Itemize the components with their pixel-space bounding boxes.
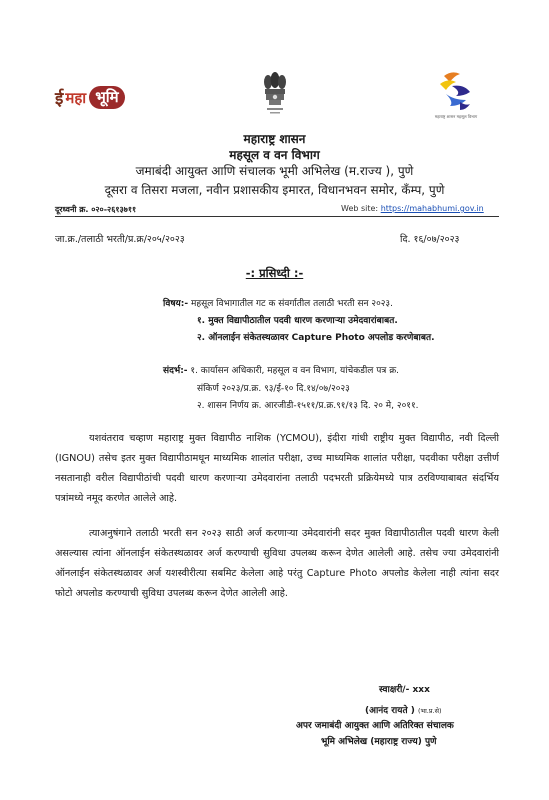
signatory-service: (भा.प्र.से): [417, 707, 442, 715]
office-name: जमाबंदी आयुक्त आणि संचालक भूमी अभिलेख (म.राज्य ), पुणे: [135, 164, 414, 178]
body-paragraph-2: त्याअनुषंगाने तलाठी भरती सन २०२३ साठी अर्ज करणाऱ्या उमेदवारांनी सदर मुक्त विद्यापीठातील पदवी धारण केली असल्यास त्यांना ऑनलाईन संकेतस्थळावर अर्ज करण्याची सुविधा उपलब्ध करून देणेत आलेली आहे. तसेच ज्या उमेदवारांनी ऑनलाईन संकेतस्थळावर अर्ज यशस्वीरीत्या सबमिट केलेला आहे परंतु Capture Photo अपलोड केलेला नाही त्यांना सदर फोटो अपलोड करण्याची सुविधा उपलब्ध करून देणेत आलेली आहे.: [55, 528, 499, 599]
reference-number: जा.क्र./तलाठी भरती/प्र.क्र/२०५/२०२३: [55, 234, 185, 245]
phone-number: दूरध्वनी क्र. ०२०-२६१३७११: [55, 205, 137, 214]
subject-point-2: २. ऑनलाईन संकेतस्थळावर Capture Photo अपलोड करणेबाबत.: [197, 333, 435, 343]
revenue-logo-icon: [430, 66, 482, 114]
office-address: दूसरा व तिसरा मजला, नवीन प्रशासकीय इमारत, विधानभवन समोर, कँम्प, पुणे: [104, 183, 445, 197]
logo-maha: महा: [65, 88, 87, 107]
subject-point-1: १. मुक्त विद्यापीठातील पदवी धारण करणाऱ्या उमेदवारांबाबत.: [197, 316, 398, 326]
subject-text: महसूल विभागातील गट क संवर्गातील तलाठी भरती सन २०२३.: [190, 299, 393, 309]
notice-title: [0, 266, 549, 281]
signatory-designation-2: भूमि अभिलेख (महाराष्ट्र राज्य) पुणे: [321, 737, 437, 747]
website: [341, 204, 484, 213]
signatory-name-text: (आनंद रायते ): [365, 706, 415, 716]
state-emblem-icon: [262, 72, 288, 118]
document-date: दि. १६/०७/२०२३: [400, 234, 460, 245]
subject-label: विषय:-: [163, 299, 189, 309]
govt-name: महाराष्ट्र शासन: [243, 132, 306, 146]
subject-line: [163, 296, 393, 309]
mahabhumi-logo: [55, 86, 125, 109]
notice-title-text: -: प्रसिध्दी :-: [245, 266, 304, 280]
reference-text-2: २. शासन निर्णय क्र. आरजीडी-१५११/प्र.क्र.९१/१३ दि. २० मे, २०११.: [197, 401, 419, 411]
signatory-name: [365, 703, 442, 716]
logo-prefix: ई: [55, 89, 64, 109]
references-label: संदर्भ:-: [163, 366, 188, 376]
header-divider: [55, 216, 499, 217]
reference-text-1b: संकिर्ण २०२३/प्र.क्र. ९३/ई-१० दि.१४/०७/२०२३: [197, 384, 350, 394]
revenue-logo-caption: महाराष्ट्र शासन महसूल विभाग: [434, 114, 478, 119]
body-paragraph-1: यशवंतराव चव्हाण महाराष्ट्र मुक्त विद्यापीठ नाशिक (YCMOU), इंदीरा गांधी राष्ट्रीय मुक्त विद्यापीठ, नवी दिल्ली (IGNOU) तसेच इतर मुक्त विद्यापीठामधून माध्यमिक शालांत परीक्षा, उच्च माध्यमिक शालांत परीक्षा, पदवीका परीक्षा उत्तीर्ण नसतानाही वरील विद्यापीठांची पदवी धारण करणाऱ्या उमेदवारांना तलाठी पदभरती प्रक्रियेमध्ये पात्र ठरविण्याबाबत संदर्भिय पत्रांमध्ये नमूद करणेत आलेले आहे.: [55, 433, 499, 504]
signature-mark: स्वाक्षरी/- xxx: [379, 685, 430, 695]
references-line: [163, 363, 399, 376]
website-link[interactable]: https://mahabhumi.gov.in: [380, 204, 484, 213]
website-label: Web site:: [341, 204, 379, 213]
signatory-designation-1: अपर जमाबंदी आयुक्त आणि अतिरिक्त संचालक: [296, 721, 454, 731]
department-name: महसूल व वन विभाग: [229, 148, 320, 162]
revenue-department-logo: [430, 66, 482, 122]
logo-bhumi: भूमि: [89, 86, 124, 109]
reference-text-1: १. कार्यासन अधिकारी, महसूल व वन विभाग, यांचेकडील पत्र क्र.: [190, 366, 399, 376]
